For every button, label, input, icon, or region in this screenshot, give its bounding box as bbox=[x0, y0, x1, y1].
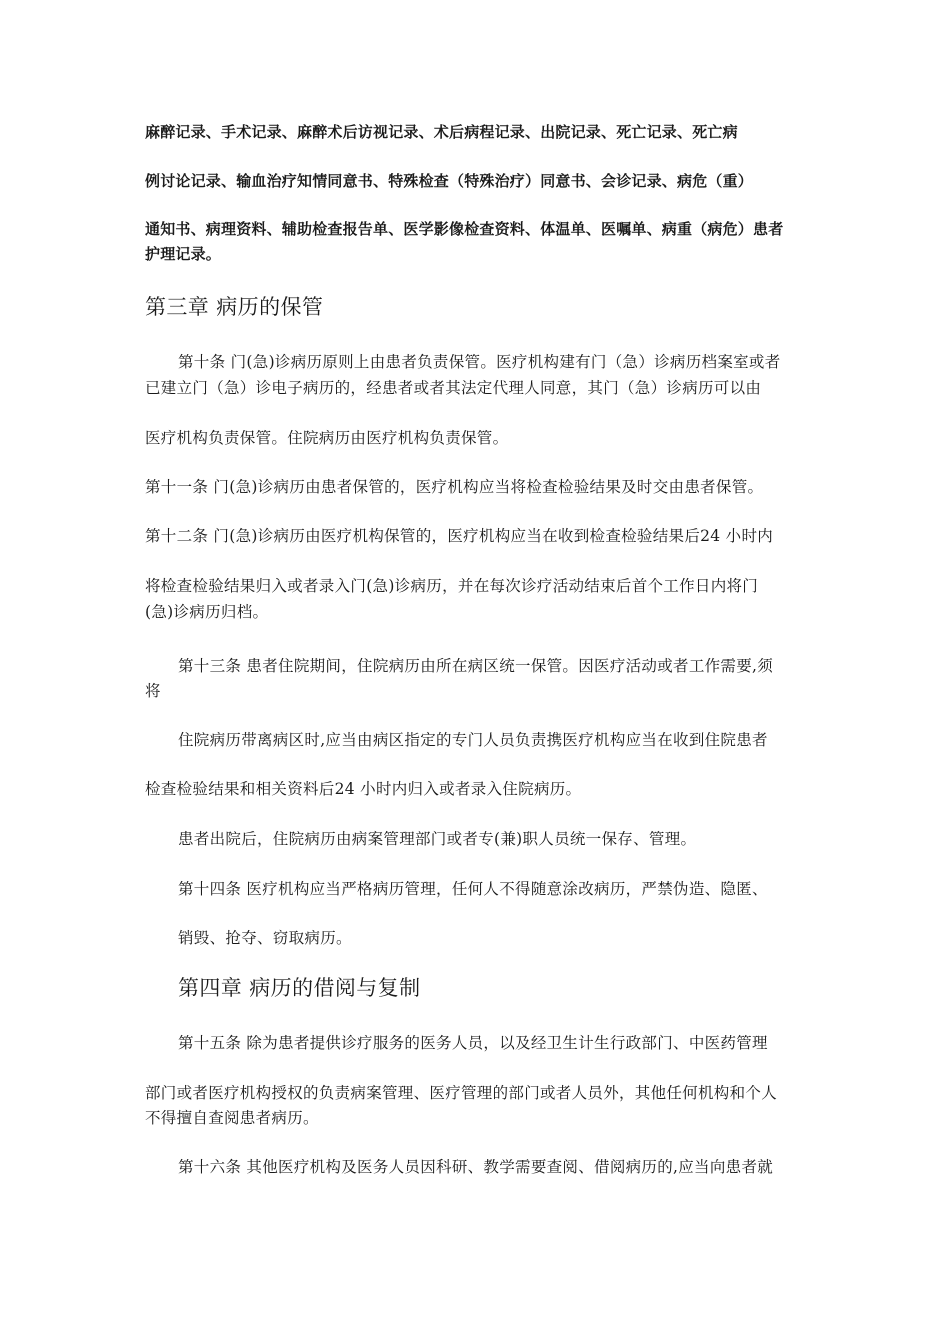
ch3-line-12: 患者出院后，住院病历由病案管理部门或者专(兼)职人员统一保存、管理。 bbox=[178, 830, 697, 848]
ch3-line-4: 第十一条 门(急)诊病历由患者保管的，医疗机构应当将检查检验结果及时交由患者保管。 bbox=[145, 478, 764, 496]
ch3-line-2: 已建立门（急）诊电子病历的，经患者或者其法定代理人同意，其门（急）诊病历可以由 bbox=[145, 379, 762, 397]
intro-line-1: 麻醉记录、手术记录、麻醉术后访视记录、术后病程记录、出院记录、死亡记录、死亡病 bbox=[145, 123, 738, 141]
intro-line-3: 通知书、病理资料、辅助检查报告单、医学影像检查资料、体温单、医嘱单、病重（病危）患者 bbox=[145, 220, 784, 238]
ch4-line-2: 部门或者医疗机构授权的负责病案管理、医疗管理的部门或者人员外，其他任何机构和个人 bbox=[145, 1084, 778, 1102]
ch4-line-1: 第十五条 除为患者提供诊疗服务的医务人员，以及经卫生计生行政部门、中医药管理 bbox=[178, 1034, 768, 1052]
ch3-line-9: 将 bbox=[145, 682, 161, 700]
ch3-line-8: 第十三条 患者住院期间，住院病历由所在病区统一保管。因医疗活动或者工作需要,须 bbox=[178, 657, 774, 675]
ch3-line-6: 将检查检验结果归入或者录入门(急)诊病历，并在每次诊疗活动结束后首个工作日内将门 bbox=[145, 577, 759, 595]
intro-line-2: 例讨论记录、输血治疗知情同意书、特殊检查（特殊治疗）同意书、会诊记录、病危（重） bbox=[145, 172, 754, 190]
ch3-line-11: 检查检验结果和相关资料后24 小时内归入或者录入住院病历。 bbox=[145, 780, 582, 798]
ch4-line-4: 第十六条 其他医疗机构及医务人员因科研、教学需要查阅、借阅病历的,应当向患者就 bbox=[178, 1158, 774, 1176]
ch3-line-7: (急)诊病历归档。 bbox=[145, 603, 269, 621]
ch3-line-14: 销毁、抢夺、窃取病历。 bbox=[178, 929, 352, 947]
chapter-4-title: 第四章 病历的借阅与复制 bbox=[178, 976, 421, 1000]
ch4-line-3: 不得擅自查阅患者病历。 bbox=[145, 1109, 319, 1127]
ch3-line-10: 住院病历带离病区时,应当由病区指定的专门人员负责携医疗机构应当在收到住院患者 bbox=[178, 731, 768, 749]
ch3-line-5: 第十二条 门(急)诊病历由医疗机构保管的，医疗机构应当在收到检查检验结果后24 小时内 bbox=[145, 527, 774, 545]
ch3-line-3: 医疗机构负责保管。住院病历由医疗机构负责保管。 bbox=[145, 429, 509, 447]
ch3-line-13: 第十四条 医疗机构应当严格病历管理，任何人不得随意涂改病历，严禁伪造、隐匿、 bbox=[178, 880, 768, 898]
chapter-3-title: 第三章 病历的保管 bbox=[145, 295, 324, 319]
intro-line-4: 护理记录。 bbox=[145, 245, 222, 263]
ch3-line-1: 第十条 门(急)诊病历原则上由患者负责保管。医疗机构建有门（急）诊病历档案室或者 bbox=[178, 353, 781, 371]
